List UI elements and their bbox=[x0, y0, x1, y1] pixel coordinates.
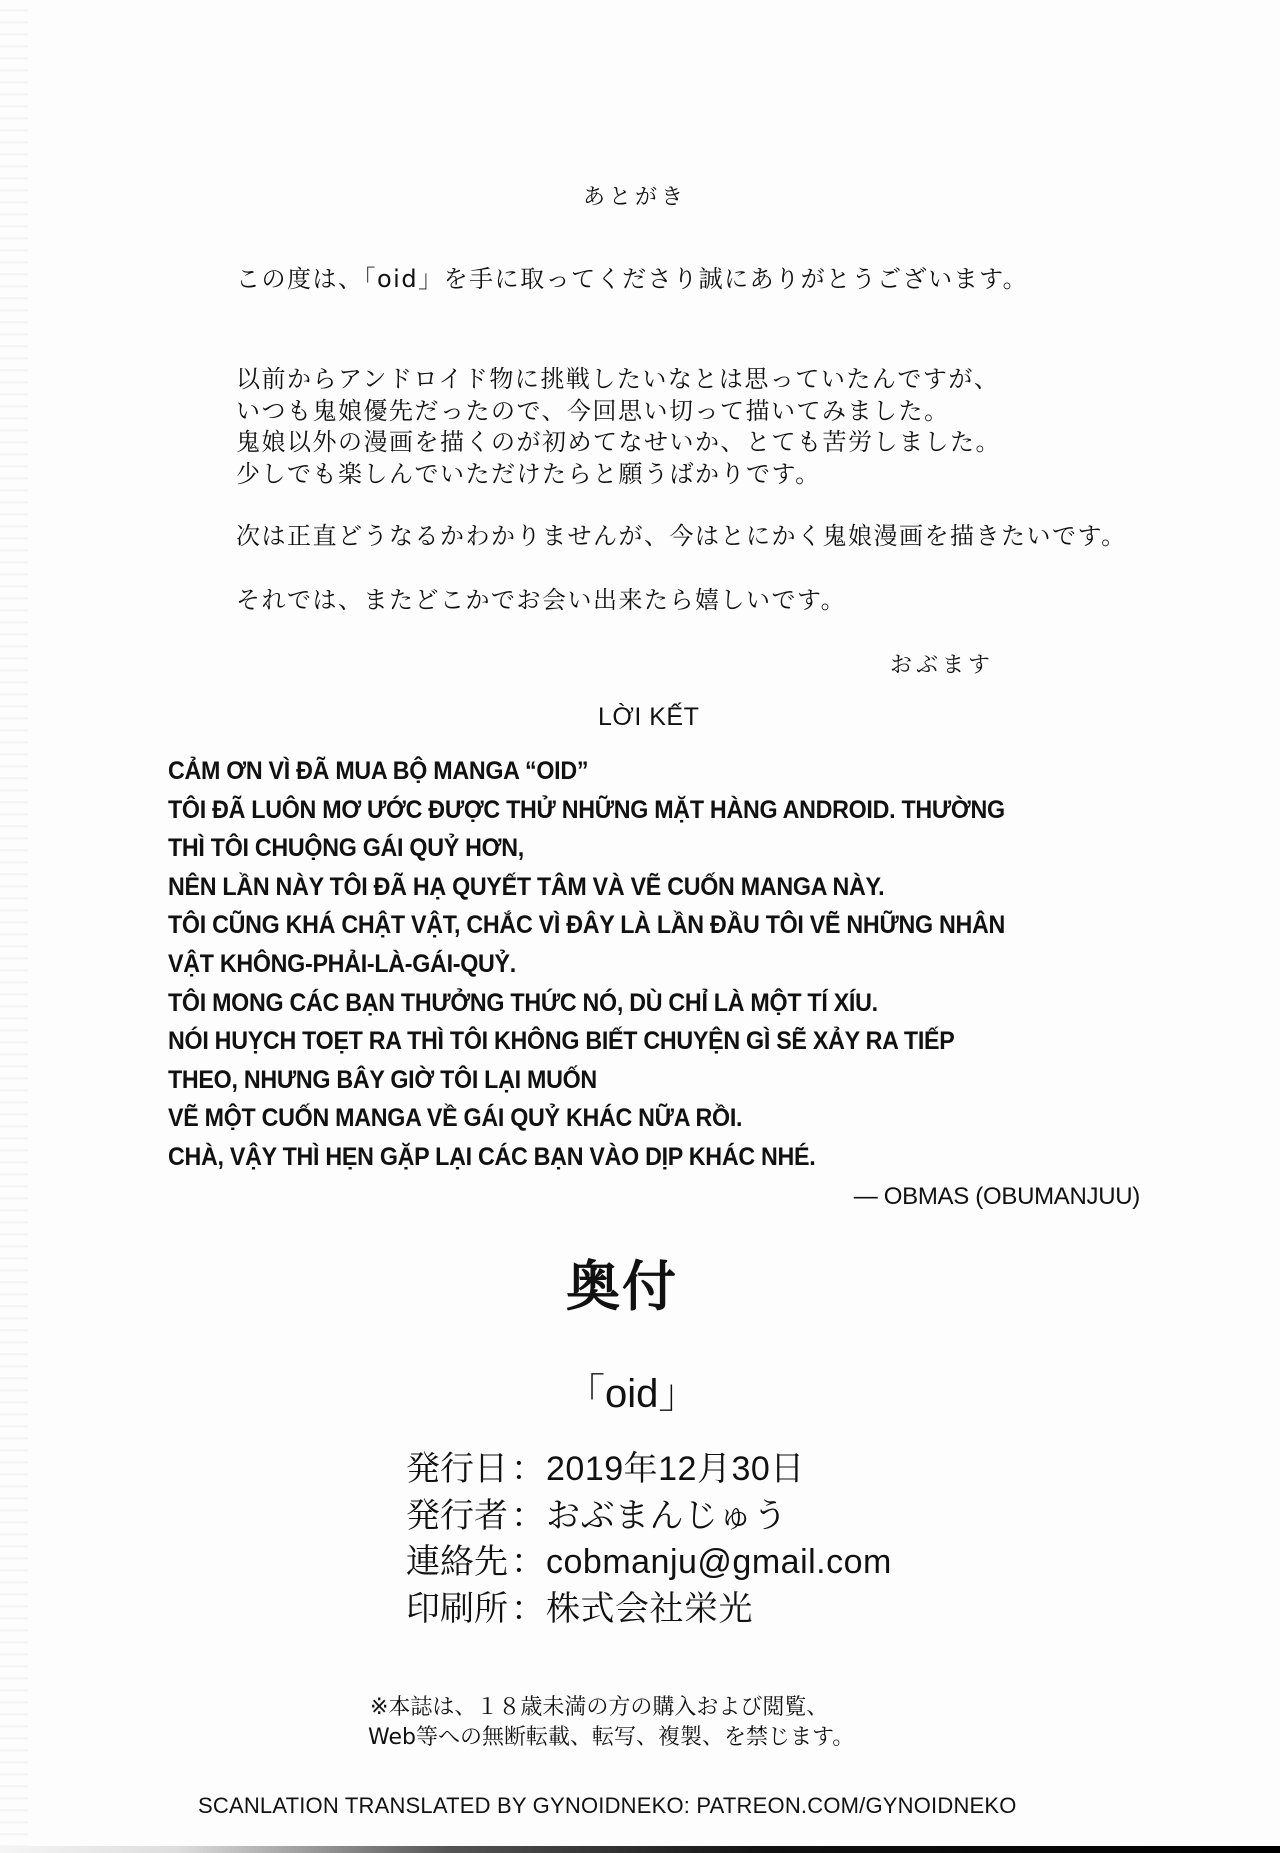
afterword-body-vn bbox=[168, 752, 1005, 1177]
colophon-row-publisher bbox=[406, 1493, 892, 1540]
afterword-paragraph-jp bbox=[236, 364, 1001, 490]
colophon-work-title: 「oid」 bbox=[565, 1372, 699, 1416]
colophon-separator: ： bbox=[511, 1543, 545, 1581]
scan-bottom-shadow bbox=[0, 1846, 1280, 1853]
colophon-separator: ： bbox=[511, 1496, 545, 1535]
colophon-separator: ： bbox=[511, 1450, 545, 1488]
vn-line: NÓI HUỴCH TOẸT RA THÌ TÔI KHÔNG BIẾT CHUYỆN GÌ SẼ XẢY RA TIẾP bbox=[168, 1027, 955, 1056]
colophon-table bbox=[406, 1446, 892, 1632]
afterword-closing-jp: それでは、またどこかでお会い出来たら嬉しいです。 bbox=[236, 586, 847, 614]
age-restriction-notice bbox=[370, 1693, 854, 1753]
afterword-signature-vn: — OBMAS (OBUMANJUU) bbox=[853, 1183, 1140, 1210]
vn-line: TÔI CŨNG KHÁ CHẬT VẬT, CHẮC VÌ ĐÂY LÀ LẦN ĐẦU TÔI VẼ NHỮNG NHÂN bbox=[168, 911, 1005, 940]
colophon-row-publish-date bbox=[406, 1446, 892, 1493]
scan-edge-noise bbox=[0, 0, 28, 1853]
afterword-greeting-jp: この度は、「oid」を手に取ってくださり誠にありがとうございます。 bbox=[236, 265, 1029, 293]
colophon-label: 印刷所 bbox=[406, 1589, 508, 1628]
colophon-label: 発行者 bbox=[406, 1496, 508, 1535]
colophon-title: 奥付 bbox=[566, 1255, 678, 1318]
notice-line: ※本誌は、１８歳未満の方の購入および閲覧、 bbox=[370, 1695, 829, 1720]
vn-line: VẬT KHÔNG-PHẢI-LÀ-GÁI-QUỶ. bbox=[168, 949, 516, 978]
afterword-next-jp: 次は正直どうなるかわかりませんが、今はとにかく鬼娘漫画を描きたいです。 bbox=[236, 522, 1127, 550]
notice-line: Web等への無断転載、転写、複製、を禁じます。 bbox=[368, 1725, 855, 1750]
vn-line: THÌ TÔI CHUỘNG GÁI QUỶ HƠN, bbox=[168, 834, 524, 863]
paragraph-line: いつも鬼娘優先だったので、今回思い切って描いてみました。 bbox=[236, 396, 950, 425]
vn-line: CHÀ, VẬY THÌ HẸN GẶP LẠI CÁC BẠN VÀO DỊP KHÁC NHÉ. bbox=[168, 1142, 816, 1171]
colophon-separator: ： bbox=[511, 1589, 545, 1628]
vn-line: NÊN LẦN NÀY TÔI ĐÃ HẠ QUYẾT TÂM VÀ VẼ CUỐN MANGA NÀY. bbox=[168, 872, 885, 901]
colophon-value: 2019年12月30日 bbox=[546, 1450, 805, 1488]
scanlation-credit: SCANLATION TRANSLATED BY GYNOIDNEKO: PATREON.COM/GYNOIDNEKO bbox=[198, 1793, 1017, 1818]
vn-line: CẢM ƠN VÌ ĐÃ MUA BỘ MANGA “OID” bbox=[168, 757, 589, 785]
colophon-row-contact bbox=[406, 1539, 892, 1586]
vn-line: TÔI MONG CÁC BẠN THƯỞNG THỨC NÓ, DÙ CHỈ LÀ MỘT TÍ XÍU. bbox=[168, 988, 878, 1017]
paragraph-line: 以前からアンドロイド物に挑戦したいなとは思っていたんですが、 bbox=[236, 365, 1000, 393]
colophon-label: 発行日 bbox=[406, 1450, 508, 1488]
paragraph-line: 鬼娘以外の漫画を描くのが初めてなせいか、とても苦労しました。 bbox=[236, 428, 1001, 456]
vn-line: VẼ MỘT CUỐN MANGA VỀ GÁI QUỶ KHÁC NỮA RỒI. bbox=[168, 1104, 743, 1133]
afterword-signature-jp: おぶます bbox=[890, 653, 995, 678]
colophon-value: おぶまんじゅう bbox=[546, 1496, 788, 1535]
vn-line: THEO, NHƯNG BÂY GIỜ TÔI LẠI MUỐN bbox=[168, 1065, 597, 1094]
colophon-contact-email: cobmanju@gmail.com bbox=[546, 1543, 892, 1581]
paragraph-line: 少しでも楽しんでいただけたらと願うばかりです。 bbox=[236, 459, 821, 488]
colophon-label: 連絡先 bbox=[406, 1543, 508, 1581]
colophon-row-printer bbox=[406, 1586, 892, 1633]
vn-line: TÔI ĐÃ LUÔN MƠ ƯỚC ĐƯỢC THỬ NHỮNG MẶT HÀNG ANDROID. THƯỜNG bbox=[168, 795, 1005, 824]
afterword-title-jp: あとがき bbox=[583, 185, 688, 210]
afterword-title-vn: LỜI KẾT bbox=[598, 703, 700, 731]
colophon-value: 株式会社栄光 bbox=[546, 1589, 753, 1628]
